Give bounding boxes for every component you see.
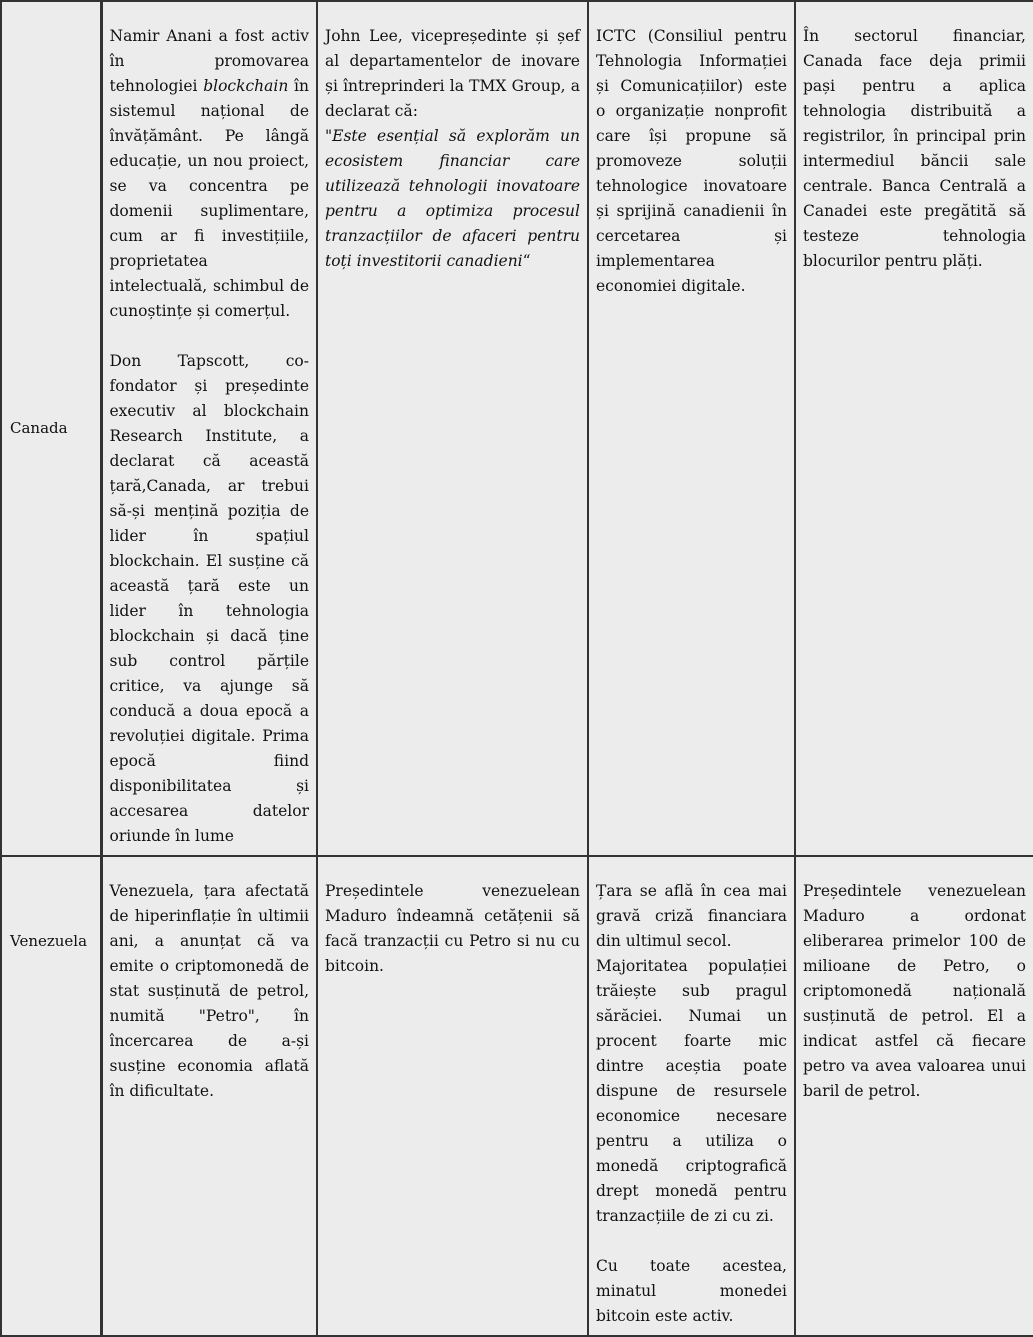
paragraph: Cu toate acestea, minatul monedei bitcoin este activ. — [596, 1257, 787, 1325]
quote-text: "Este esențial să explorăm un ecosistem financiar care utilizează tehnologii inovatoare pentru a optimiza procesul tranzacțiilor de afaceri pentru toți investitorii canadieni — [325, 127, 580, 270]
cell-canada-col3: ICTC (Consiliul pentru Tehnologia Informației și Comunicațiilor) este o organizație nonprofit care își propune să promoveze soluții tehnologice inovatoare și sprijină canadienii în cercetarea și implementarea economiei digitale. — [588, 1, 795, 856]
paragraph: John Lee, vicepreședinte și șef al departamentelor de inovare și întreprinderi la TMX Group, a declarat că: — [325, 27, 580, 120]
paragraph: Majoritatea populației trăiește sub pragul sărăciei. Numai un procent foarte mic dintre aceștia poate dispune de resursele economice necesare pentru a utiliza o monedă criptografică drept monedă pentru tranzacțiile de zi cu zi. — [596, 957, 787, 1225]
country-cell: Venezuela — [1, 856, 101, 1336]
paragraph: Don Tapscott, co-fondator și președinte executiv al blockchain Research Institute, a declarat că această țară,Canada, ar trebui să-și mențină poziția de lider în spațiul blockchain. El susține că această țară este un lider în tehnologia blockchain și dacă ține sub control părțile critice, va ajunge să conducă a doua epocă a revoluției digitale. Prima epocă fiind disponibilitatea și accesarea datelor oriunde în lume — [109, 352, 309, 845]
paragraph — [110, 24, 310, 324]
text: Namir Anani a fost activ în promovarea tehnologiei — [109, 27, 309, 95]
table-row-venezuela — [1, 856, 1033, 1336]
quote-mark: “ — [522, 252, 531, 270]
cell-venezuela-col4: Președintele venezuelean Maduro a ordonat eliberarea primelor 100 de milioane de Petro, o criptomonedă națională susținută de petrol. El a indicat astfel că fiecare petro va avea valoarea unui baril de petrol. — [795, 856, 1033, 1336]
paragraph: Țara se află în cea mai gravă criză financiara din ultimul secol. — [596, 882, 787, 950]
cell-venezuela-col1: Venezuela, țara afectată de hiperinflație în ultimii ani, a anunțat că va emite o criptomonedă de stat susținută de petrol, numită "Petro", în încercarea de a-și susține economia aflată în dificultate. — [101, 856, 317, 1336]
table-row-canada — [1, 1, 1033, 856]
quote — [325, 124, 580, 274]
cell-canada-col1 — [101, 1, 317, 856]
cell-canada-col4: În sectorul financiar, Canada face deja primii pași pentru a aplica tehnologia distribuită a registrilor, în principal prin intermediul băncii sale centrale. Banca Centrală a Canadei este pregătită să testeze tehnologia blocurilor pentru plăți. — [795, 1, 1033, 856]
cell-venezuela-col3 — [588, 856, 795, 1336]
cell-canada-col2 — [317, 1, 588, 856]
country-cell: Canada — [1, 1, 101, 856]
cell-venezuela-col2: Președintele venezuelean Maduro îndeamnă cetățenii să facă tranzacții cu Petro si nu cu bitcoin. — [317, 856, 588, 1336]
emphasis-text: blockchain — [203, 77, 289, 95]
text: în sistemul național de învățământ. Pe lângă educație, un nou proiect, se va concentra pe domenii suplimentare, cum ar fi investițiile, proprietatea intelectuală, schimbul de cunoștințe și comerțul. — [109, 77, 309, 320]
